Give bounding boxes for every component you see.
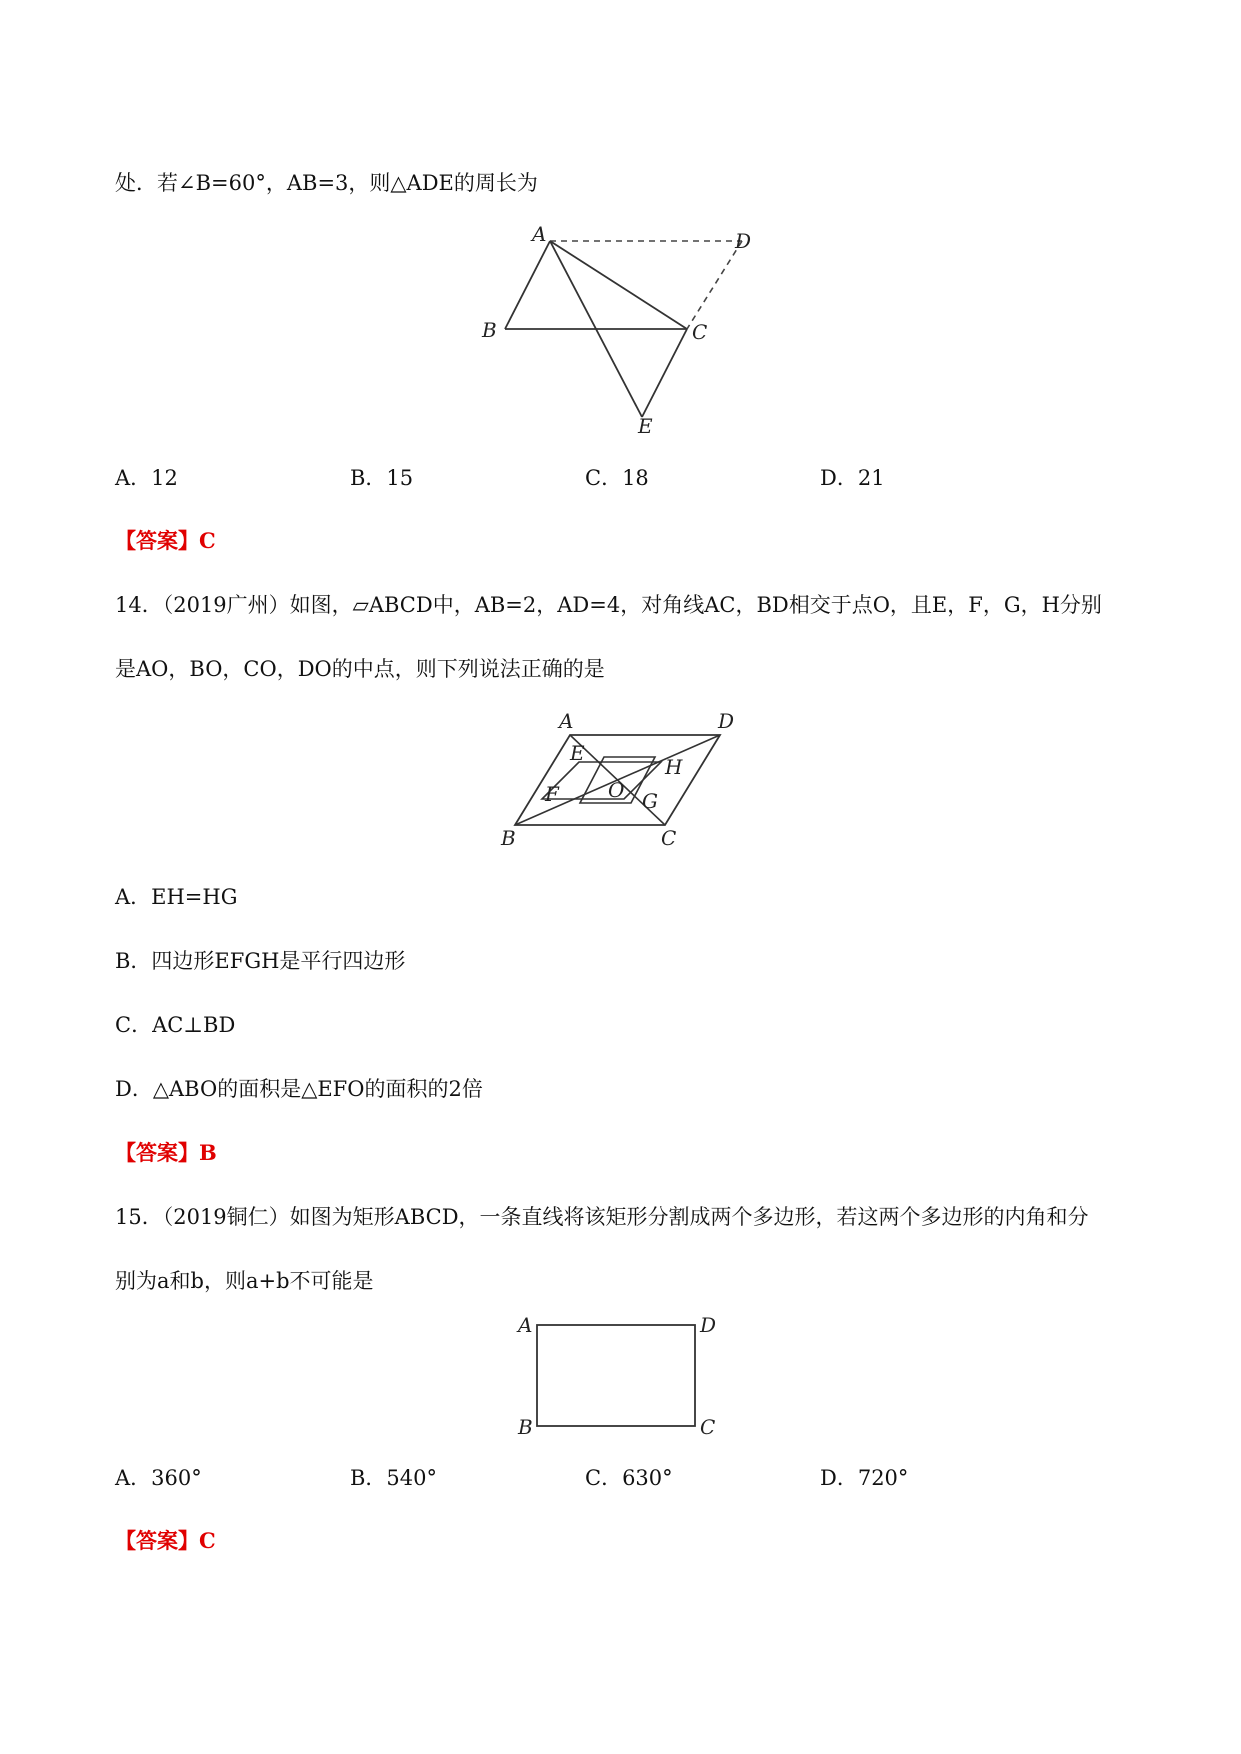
q14-label-b: B	[501, 826, 516, 850]
q14-label-f: F	[545, 782, 559, 806]
q14-option-a: A．EH=HG	[115, 885, 238, 909]
q14-label-a: A	[559, 709, 574, 733]
q14-answer: 【答案】B	[115, 1140, 217, 1165]
q14-label-o: O	[608, 778, 625, 802]
q14-label-c: C	[661, 826, 677, 850]
q15-answer: 【答案】C	[115, 1528, 216, 1553]
q14-figure	[495, 708, 745, 863]
q14-label-d: D	[718, 709, 735, 733]
q14-option-b: B．四边形EFGH是平行四边形	[115, 949, 406, 973]
q15-label-b: B	[518, 1415, 533, 1439]
q14-label-e: E	[570, 741, 585, 765]
q13-label-c: C	[692, 320, 708, 344]
q14-stem-line2: 是AO，BO，CO，DO的中点，则下列说法正确的是	[115, 657, 605, 681]
q15-label-a: A	[518, 1313, 533, 1337]
q14-option-c: C．AC⊥BD	[115, 1013, 236, 1037]
q13-option-c: C．18	[585, 466, 649, 490]
q15-stem-line1: 15．（2019铜仁）如图为矩形ABCD，一条直线将该矩形分割成两个多边形，若这两个多边形的内角和分	[115, 1205, 1089, 1229]
q15-figure	[510, 1310, 730, 1445]
q15-stem-line2: 别为a和b，则a+b不可能是	[115, 1269, 374, 1293]
q13-answer: 【答案】C	[115, 528, 216, 553]
q13-figure	[480, 225, 760, 435]
q14-label-g: G	[642, 789, 658, 813]
q15-option-b: B．540°	[350, 1466, 438, 1490]
q15-option-c: C．630°	[585, 1466, 673, 1490]
q15-label-c: C	[700, 1415, 716, 1439]
q13-option-b: B．15	[350, 466, 414, 490]
q13-option-a: A．12	[115, 466, 178, 490]
q15-option-a: A．360°	[115, 1466, 202, 1490]
q15-option-d: D．720°	[820, 1466, 909, 1490]
q13-label-d: D	[735, 229, 752, 253]
q13-label-a: A	[532, 225, 547, 246]
q14-label-h: H	[665, 755, 683, 779]
q13-label-e: E	[638, 414, 653, 435]
q15-label-d: D	[700, 1313, 717, 1337]
q13-stem: 处．若∠B=60°，AB=3，则△ADE的周长为	[115, 171, 538, 195]
q14-stem-line1: 14．（2019广州）如图，▱ABCD中，AB=2，AD=4，对角线AC，BD相交于点O，且E，F，G，H分别	[115, 593, 1102, 617]
q13-option-d: D．21	[820, 466, 885, 490]
q13-label-b: B	[482, 318, 497, 342]
q14-option-d: D．△ABO的面积是△EFO的面积的2倍	[115, 1077, 483, 1101]
